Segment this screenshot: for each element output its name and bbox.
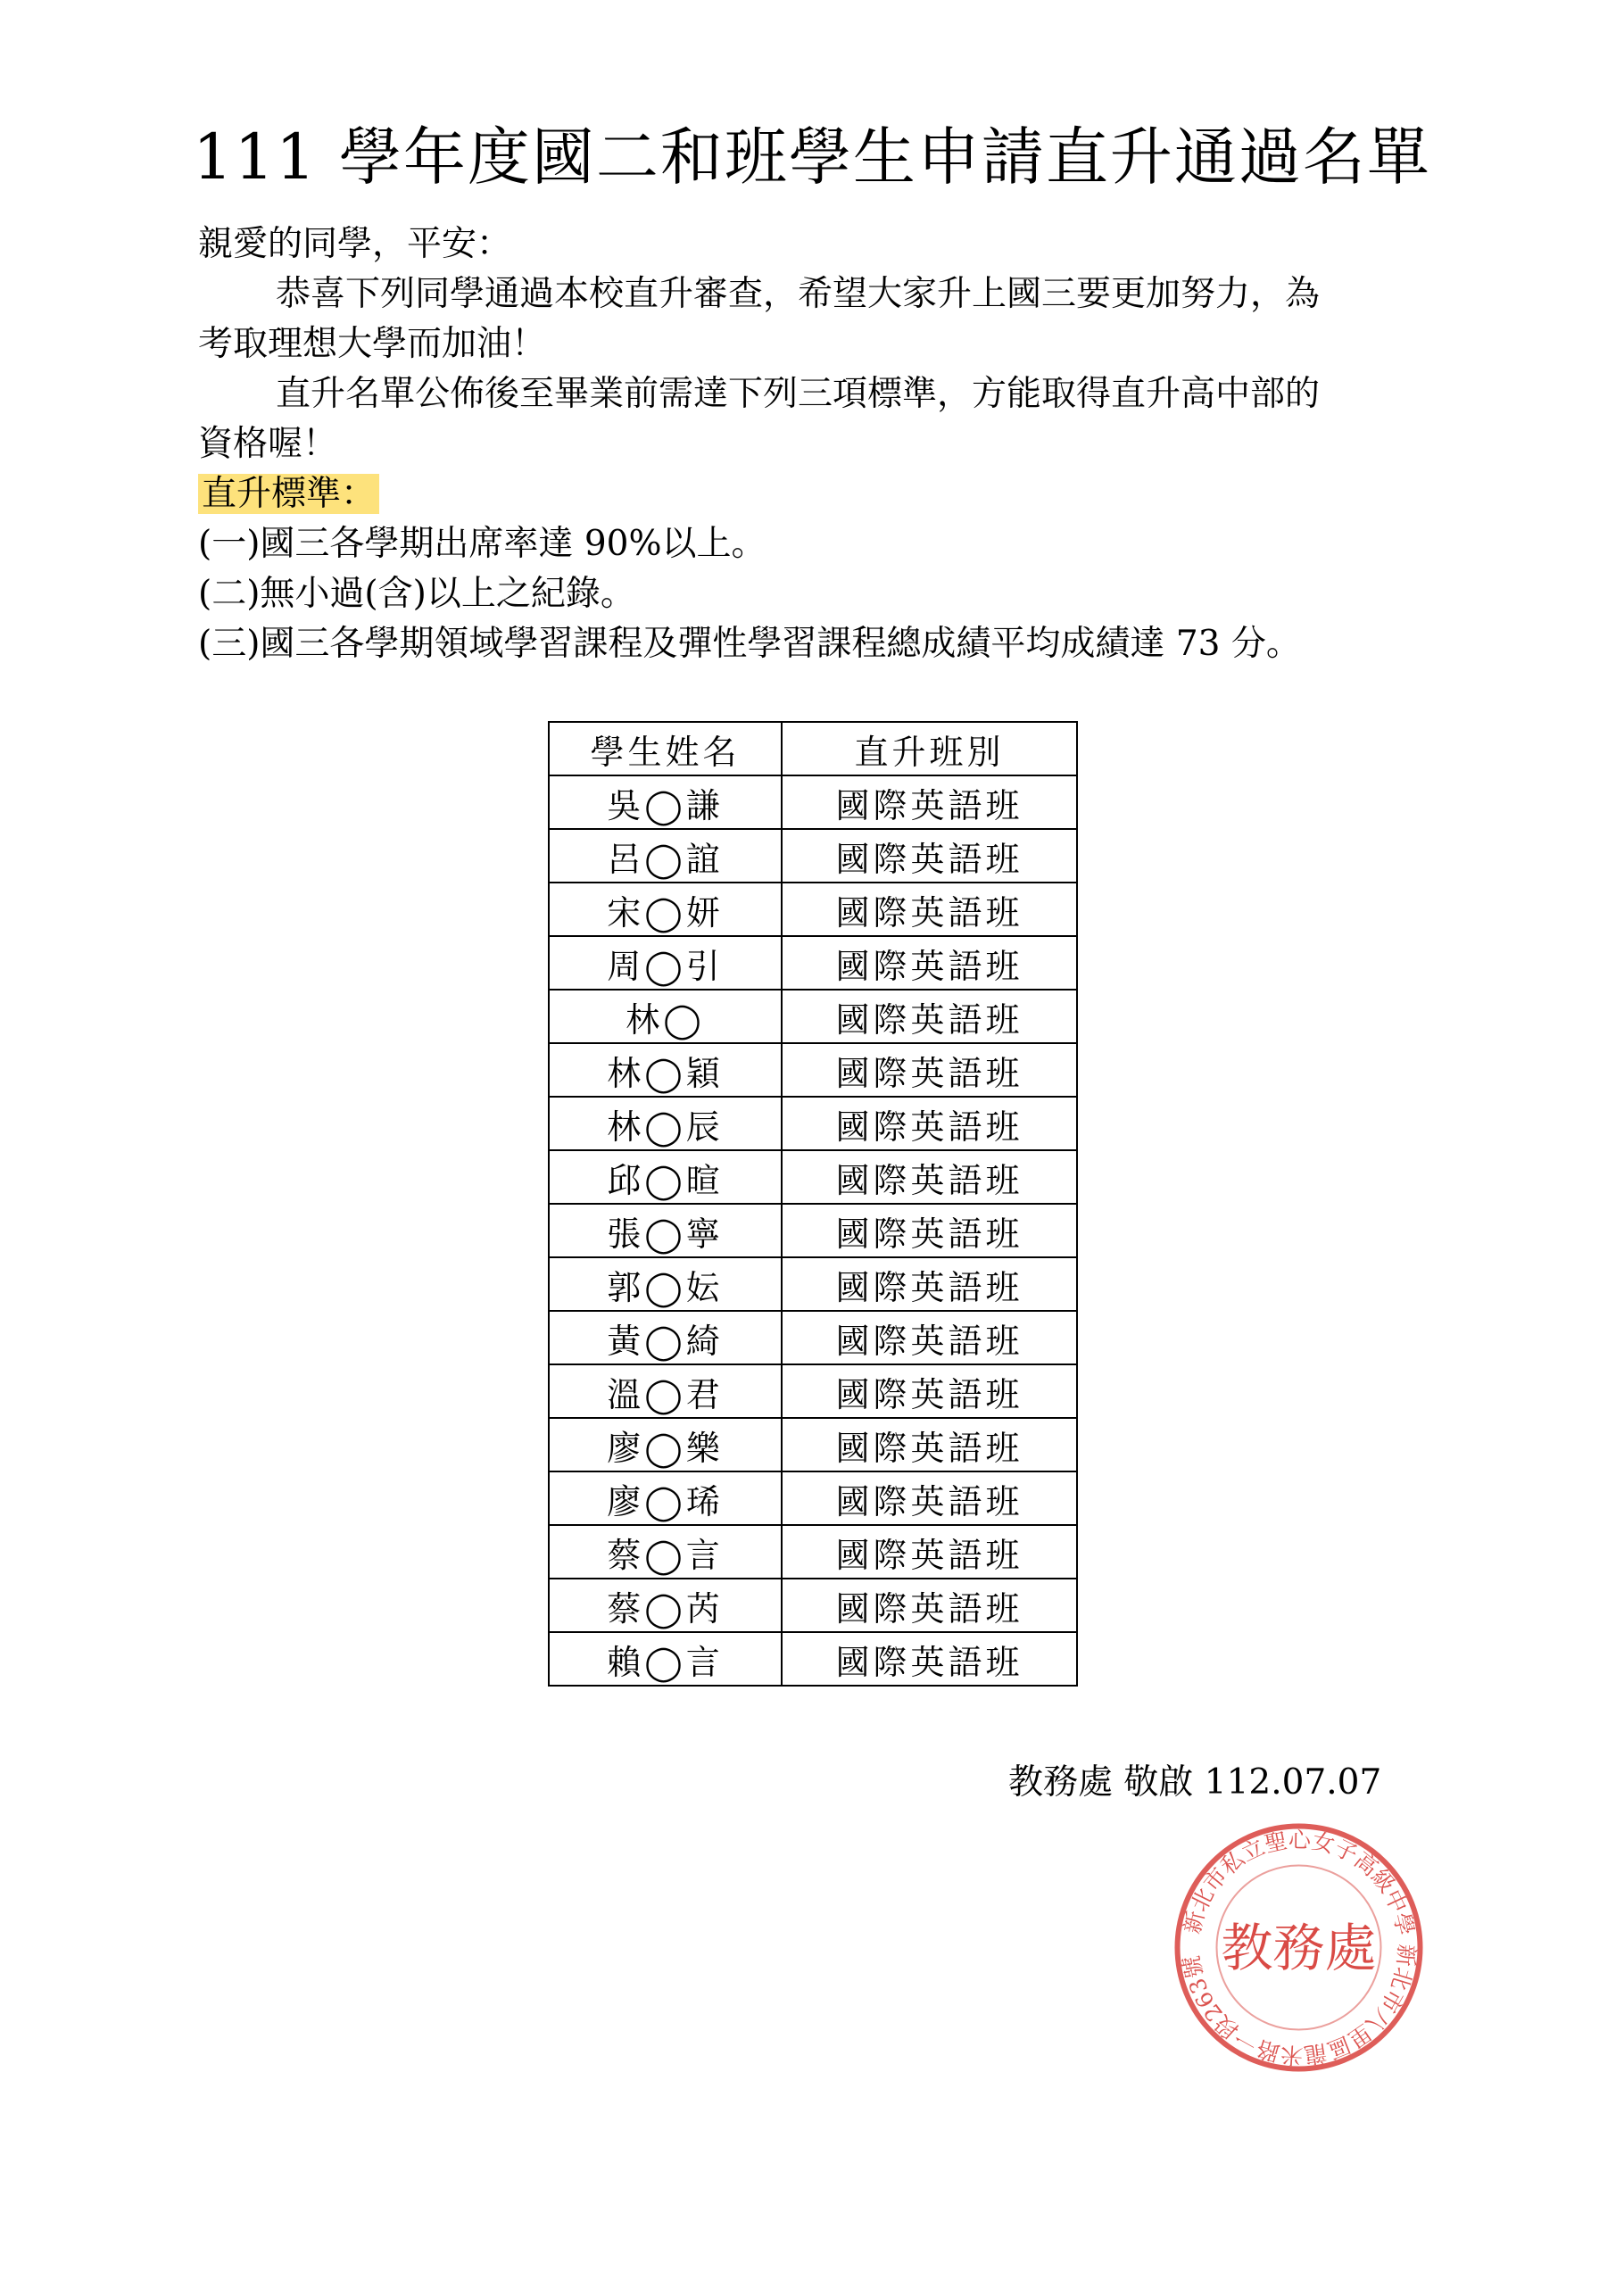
paragraph-1-line-1: 恭喜下列同學通過本校直升審查，希望大家升上國三要更加努力，為 (276, 274, 1321, 314)
school-seal-stamp (1172, 1820, 1426, 2075)
table-row (549, 1418, 1077, 1471)
student-roster-table (548, 721, 1078, 1687)
table-row (549, 1632, 1077, 1686)
table-row (549, 1471, 1077, 1525)
table-row (549, 1311, 1077, 1364)
class-cell: 國際英語班 (782, 1150, 1077, 1204)
student-name-cell: 吳◯謙 (549, 775, 782, 829)
signature-line: 教務處 敬啟 112.07.07 (1008, 1762, 1382, 1803)
class-cell: 國際英語班 (782, 1525, 1077, 1579)
header-student-name: 學生姓名 (549, 722, 782, 775)
criterion-1: (一)國三各學期出席率達 90%以上。 (198, 524, 766, 564)
paragraph-2-line-1: 直升名單公佈後至畢業前需達下列三項標準，方能取得直升高中部的 (276, 374, 1321, 414)
student-name-cell: 蔡◯芮 (549, 1579, 782, 1632)
student-name-cell: 郭◯妘 (549, 1257, 782, 1311)
table-row (549, 1097, 1077, 1150)
class-cell: 國際英語班 (782, 1043, 1077, 1097)
table-row (549, 990, 1077, 1043)
student-name-cell: 周◯引 (549, 936, 782, 990)
class-cell: 國際英語班 (782, 883, 1077, 936)
class-cell: 國際英語班 (782, 1097, 1077, 1150)
paragraph-2-line-2: 資格喔！ (198, 424, 338, 464)
greeting: 親愛的同學，平安： (198, 224, 512, 264)
student-name-cell: 邱◯暄 (549, 1150, 782, 1204)
class-cell: 國際英語班 (782, 1311, 1077, 1364)
document-title: 111 學年度國二和班學生申請直升通過名單 (193, 120, 1431, 194)
student-name-cell: 廖◯樂 (549, 1418, 782, 1471)
student-name-cell: 張◯寧 (549, 1204, 782, 1257)
table-row (549, 1043, 1077, 1097)
class-cell: 國際英語班 (782, 936, 1077, 990)
student-name-cell: 賴◯言 (549, 1632, 782, 1686)
student-name-cell: 溫◯君 (549, 1364, 782, 1418)
table-row (549, 1525, 1077, 1579)
table-row (549, 1579, 1077, 1632)
student-name-cell: 林◯辰 (549, 1097, 782, 1150)
student-name-cell: 呂◯誼 (549, 829, 782, 883)
table-row (549, 1150, 1077, 1204)
student-name-cell: 黃◯綺 (549, 1311, 782, 1364)
table-row (549, 829, 1077, 883)
table-row (549, 936, 1077, 990)
criterion-3: (三)國三各學期領域學習課程及彈性學習課程總成績平均成績達 73 分。 (198, 624, 1301, 664)
criteria-heading: 直升標準： (198, 474, 379, 514)
table-row (549, 775, 1077, 829)
seal-ring-text: 新北市私立聖心女子高級中學 新北市八里區龍米路一段263號 (1178, 1827, 1421, 2069)
header-class: 直升班別 (782, 722, 1077, 775)
student-name-cell: 林◯ (549, 990, 782, 1043)
student-name-cell: 林◯穎 (549, 1043, 782, 1097)
table-row (549, 1204, 1077, 1257)
document-body (198, 220, 1429, 669)
class-cell: 國際英語班 (782, 775, 1077, 829)
table-body (549, 775, 1077, 1686)
class-cell: 國際英語班 (782, 1364, 1077, 1418)
class-cell: 國際英語班 (782, 1632, 1077, 1686)
criterion-2: (二)無小過(含)以上之紀錄。 (198, 574, 635, 614)
seal-center-text: 教務處 (1221, 1918, 1377, 1978)
student-name-cell: 蔡◯言 (549, 1525, 782, 1579)
class-cell: 國際英語班 (782, 1418, 1077, 1471)
class-cell: 國際英語班 (782, 1579, 1077, 1632)
table-row (549, 1257, 1077, 1311)
class-cell: 國際英語班 (782, 1471, 1077, 1525)
class-cell: 國際英語班 (782, 829, 1077, 883)
class-cell: 國際英語班 (782, 990, 1077, 1043)
paragraph-1-line-2: 考取理想大學而加油！ (198, 324, 547, 364)
criteria-heading-line (198, 469, 1429, 519)
class-cell: 國際英語班 (782, 1204, 1077, 1257)
student-name-cell: 廖◯琋 (549, 1471, 782, 1525)
table-row (549, 1364, 1077, 1418)
table-row (549, 883, 1077, 936)
table-header-row (549, 722, 1077, 775)
student-name-cell: 宋◯妍 (549, 883, 782, 936)
class-cell: 國際英語班 (782, 1257, 1077, 1311)
